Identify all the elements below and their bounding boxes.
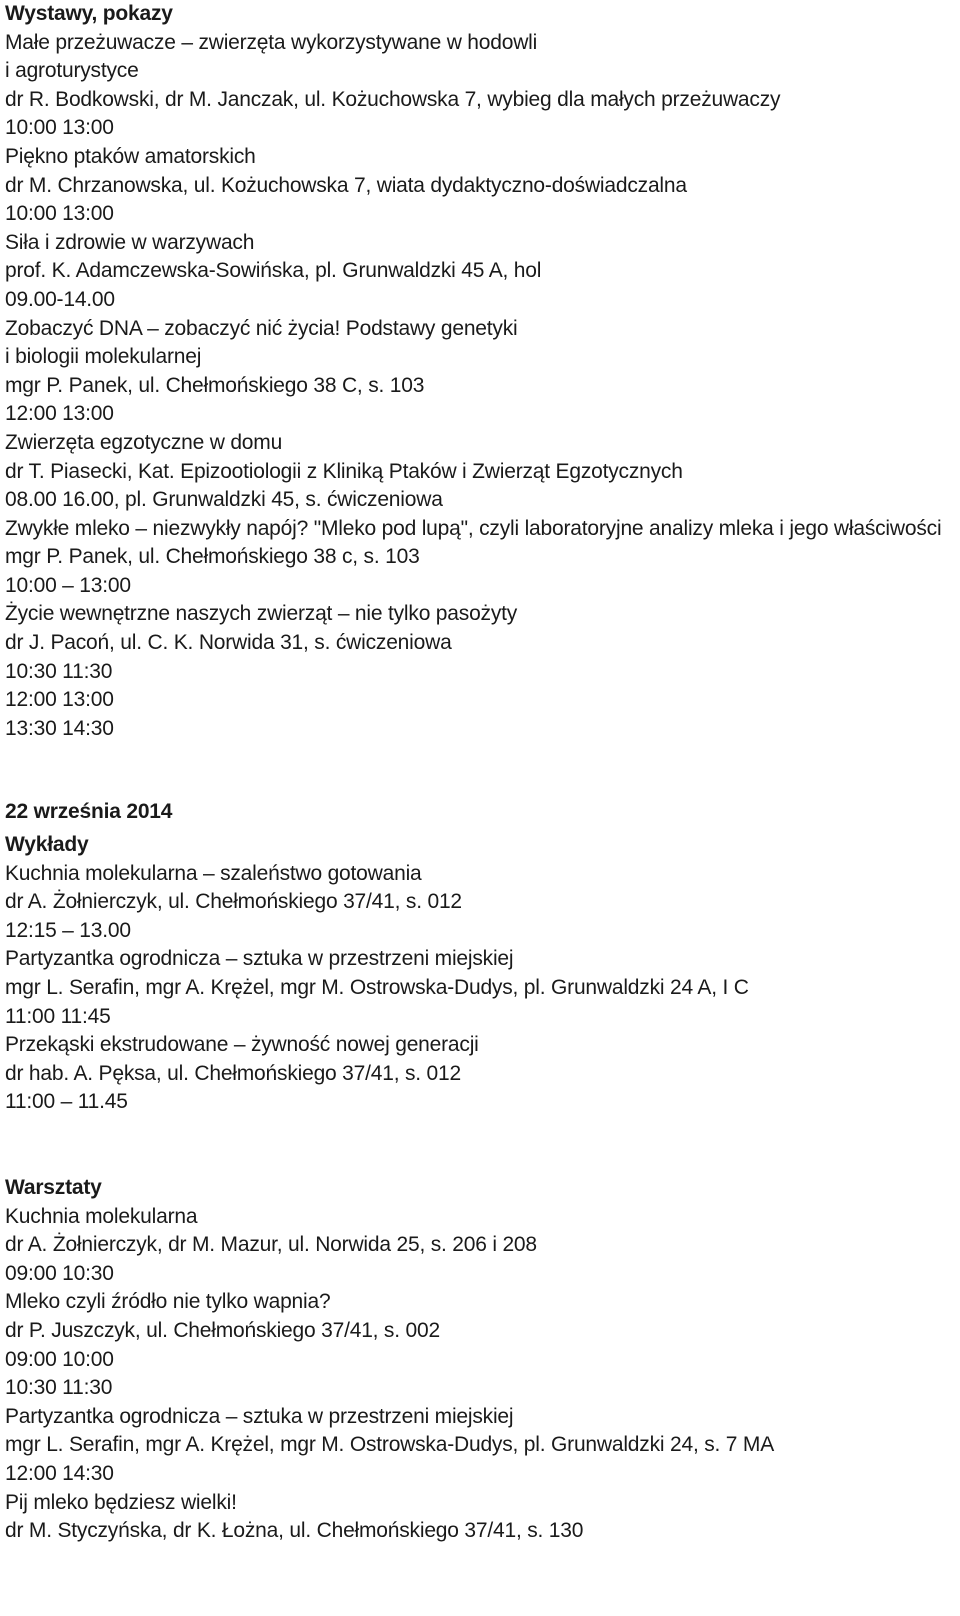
event-time: 12:00 13:00 — [5, 402, 114, 426]
event-time: 11:00 11:45 — [5, 1004, 111, 1028]
event-time: 12:00 13:00 — [5, 688, 114, 712]
event-presenter-location: mgr P. Panek, ul. Chełmońskiego 38 C, s. 103 — [5, 373, 425, 397]
event-time: 10:00 – 13:00 — [5, 573, 131, 597]
event-title-continuation: i agroturystyce — [5, 59, 139, 83]
event-time: 10:30 11:30 — [5, 659, 113, 683]
event-title: Mleko czyli źródło nie tylko wapnia? — [5, 1290, 331, 1314]
event-presenter-location: dr P. Juszczyk, ul. Chełmońskiego 37/41, s. 002 — [5, 1318, 440, 1342]
event-time: 11:00 – 11.45 — [5, 1090, 128, 1114]
date-heading: 22 września 2014 — [5, 800, 173, 824]
event-title: Zwierzęta egzotyczne w domu — [5, 430, 283, 454]
event-title: Partyzantka ogrodnicza – sztuka w przestrzeni miejskiej — [5, 1404, 514, 1428]
event-title: Małe przeżuwacze – zwierzęta wykorzystywane w hodowli — [5, 30, 538, 54]
event-title: Życie wewnętrzne naszych zwierząt – nie tylko pasożyty — [5, 602, 518, 626]
event-presenter-location: dr A. Żołnierczyk, dr M. Mazur, ul. Norwida 25, s. 206 i 208 — [5, 1233, 537, 1257]
section-heading-lectures: Wykłady — [5, 833, 89, 857]
event-title-continuation: i biologii molekularnej — [5, 345, 202, 369]
event-presenter-location: dr M. Chrzanowska, ul. Kożuchowska 7, wiata dydaktyczno-doświadczalna — [5, 173, 687, 197]
event-presenter-location: mgr P. Panek, ul. Chełmońskiego 38 c, s. 103 — [5, 545, 420, 569]
event-title: Przekąski ekstrudowane – żywność nowej generacji — [5, 1033, 479, 1057]
section-heading-exhibitions: Wystawy, pokazy — [5, 2, 173, 25]
event-presenter-location: dr hab. A. Pęksa, ul. Chełmońskiego 37/41, s. 012 — [5, 1061, 461, 1085]
event-title: Zwykłe mleko – niezwykły napój? "Mleko pod lupą", czyli laboratoryjne analizy mleka i jego właściwości — [5, 516, 942, 540]
event-title: Kuchnia molekularna – szaleństwo gotowania — [5, 861, 422, 885]
event-time: 10:00 13:00 — [5, 116, 114, 140]
section-heading-workshops: Warsztaty — [5, 1175, 102, 1199]
event-presenter-location: dr J. Pacoń, ul. C. K. Norwida 31, s. ćwiczeniowa — [5, 631, 452, 655]
event-time: 12:00 14:30 — [5, 1461, 114, 1485]
event-title: Partyzantka ogrodnicza – sztuka w przestrzeni miejskiej — [5, 947, 514, 971]
event-title: Piękno ptaków amatorskich — [5, 144, 256, 168]
event-title: Kuchnia molekularna — [5, 1204, 198, 1228]
event-presenter-location: dr A. Żołnierczyk, ul. Chełmońskiego 37/41, s. 012 — [5, 890, 462, 914]
event-time: 10:00 13:00 — [5, 202, 114, 226]
event-title: Pij mleko będziesz wielki! — [5, 1490, 237, 1514]
event-title: Siła i zdrowie w warzywach — [5, 230, 255, 254]
event-time-location: 08.00 16.00, pl. Grunwaldzki 45, s. ćwiczeniowa — [5, 488, 443, 512]
event-presenter-location: prof. K. Adamczewska-Sowińska, pl. Grunwaldzki 45 A, hol — [5, 259, 542, 283]
event-time: 10:30 11:30 — [5, 1376, 113, 1400]
event-presenter-location: dr M. Styczyńska, dr K. Łożna, ul. Chełmońskiego 37/41, s. 130 — [5, 1519, 584, 1543]
event-time: 13:30 14:30 — [5, 716, 114, 740]
spacer — [5, 1117, 955, 1174]
event-presenter-location: mgr L. Serafin, mgr A. Krężel, mgr M. Ostrowska-Dudys, pl. Grunwaldzki 24, s. 7 MA — [5, 1433, 774, 1457]
spacer — [5, 743, 955, 798]
event-presenter-location: mgr L. Serafin, mgr A. Krężel, mgr M. Ostrowska-Dudys, pl. Grunwaldzki 24 A, I C — [5, 976, 749, 999]
event-time: 09.00-14.00 — [5, 287, 115, 311]
document — [5, 0, 955, 1546]
event-time: 12:15 – 13.00 — [5, 918, 131, 942]
event-presenter-location: dr T. Piasecki, Kat. Epizootiologii z Kliniką Ptaków i Zwierząt Egzotycznych — [5, 459, 683, 483]
event-title: Zobaczyć DNA – zobaczyć nić życia! Podstawy genetyki — [5, 316, 518, 340]
event-time: 09:00 10:30 — [5, 1261, 114, 1285]
event-time: 09:00 10:00 — [5, 1347, 114, 1371]
event-presenter-location: dr R. Bodkowski, dr M. Janczak, ul. Kożuchowska 7, wybieg dla małych przeżuwaczy — [5, 87, 781, 111]
